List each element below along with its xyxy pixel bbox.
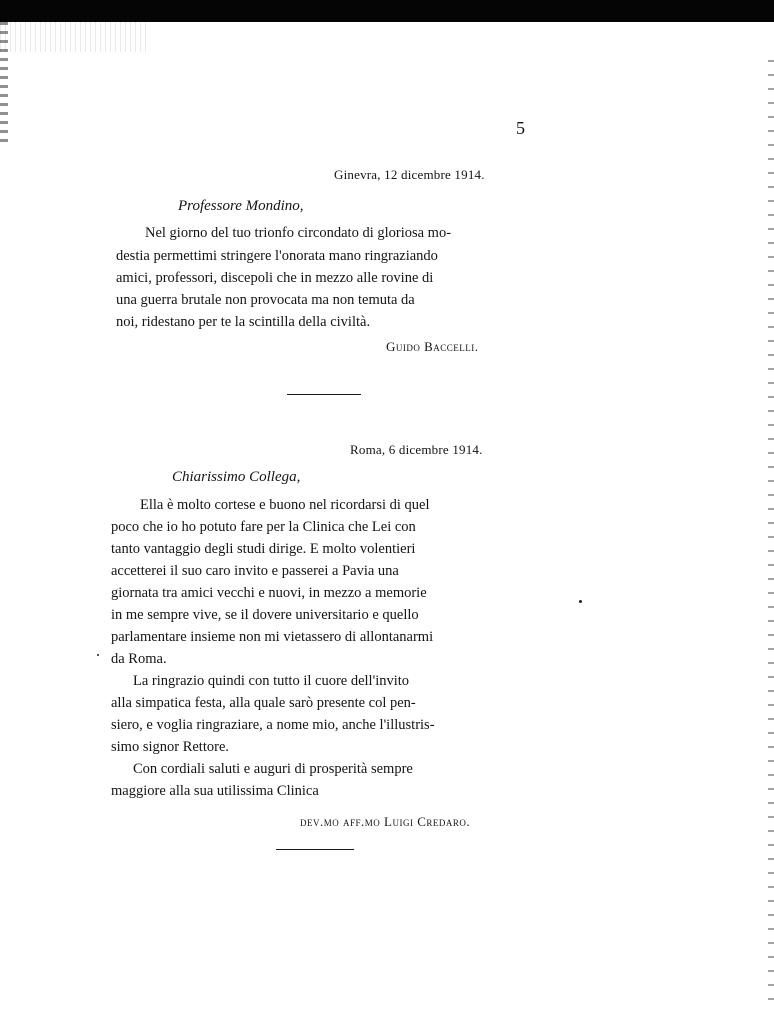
scan-right-edge bbox=[768, 60, 774, 1000]
scan-top-border bbox=[0, 0, 774, 22]
letter2-line: da Roma. bbox=[111, 651, 167, 667]
letter2-line: alla simpatica festa, alla quale sarò presente col pen- bbox=[111, 695, 416, 711]
letter2-line: siero, e voglia ringraziare, a nome mio, anche l'illustris- bbox=[111, 717, 435, 733]
letter2-signature: dev.mo aff.mo Luigi Credaro. bbox=[300, 814, 471, 829]
section-divider bbox=[287, 394, 361, 395]
letter1-line: destia permettimi stringere l'onorata mano ringraziando bbox=[116, 248, 438, 264]
letter1-line: Nel giorno del tuo trionfo circondato di gloriosa mo- bbox=[145, 225, 452, 241]
letter2-salutation: Chiarissimo Collega, bbox=[172, 469, 301, 485]
letter2-line: tanto vantaggio degli studi dirige. E molto volentieri bbox=[111, 541, 416, 557]
letter1-salutation: Professore Mondino, bbox=[178, 198, 304, 214]
letter2-line: Ella è molto cortese e buono nel ricordarsi di quel bbox=[140, 497, 430, 513]
letter1-signature: Guido Baccelli. bbox=[386, 339, 479, 354]
letter1-line: amici, professori, discepoli che in mezzo alle rovine di bbox=[116, 270, 434, 286]
ink-spot bbox=[97, 654, 99, 656]
letter2-line: accetterei il suo caro invito e passerei a Pavia una bbox=[111, 563, 399, 579]
letter2-line: giornata tra amici vecchi e nuovi, in mezzo a memorie bbox=[111, 585, 427, 601]
letter2-line: simo signor Rettore. bbox=[111, 739, 230, 755]
letter2-line: La ringrazio quindi con tutto il cuore dell'invito bbox=[133, 673, 410, 689]
page-number: 5 bbox=[516, 118, 525, 138]
letter1-line: una guerra brutale non provocata ma non temuta da bbox=[116, 292, 415, 308]
section-divider bbox=[276, 849, 354, 850]
letter2-line: maggiore alla sua utilissima Clinica bbox=[111, 783, 319, 799]
letter2-line: Con cordiali saluti e auguri di prosperità sempre bbox=[133, 761, 413, 777]
letter2-dateline: Roma, 6 dicembre 1914. bbox=[350, 442, 483, 457]
letter2-line: parlamentare insieme non mi vietassero di allontanarmi bbox=[111, 629, 434, 645]
letter1-dateline: Ginevra, 12 dicembre 1914. bbox=[334, 167, 485, 182]
scan-left-edge bbox=[0, 22, 8, 142]
letter2-line: in me sempre vive, se il dovere universitario e quello bbox=[111, 607, 419, 623]
letter2-line: poco che io ho potuto fare per la Clinica che Lei con bbox=[111, 519, 416, 535]
letter1-line: noi, ridestano per te la scintilla della civiltà. bbox=[116, 314, 371, 330]
scan-noise bbox=[0, 22, 150, 52]
ink-spot bbox=[579, 600, 582, 603]
